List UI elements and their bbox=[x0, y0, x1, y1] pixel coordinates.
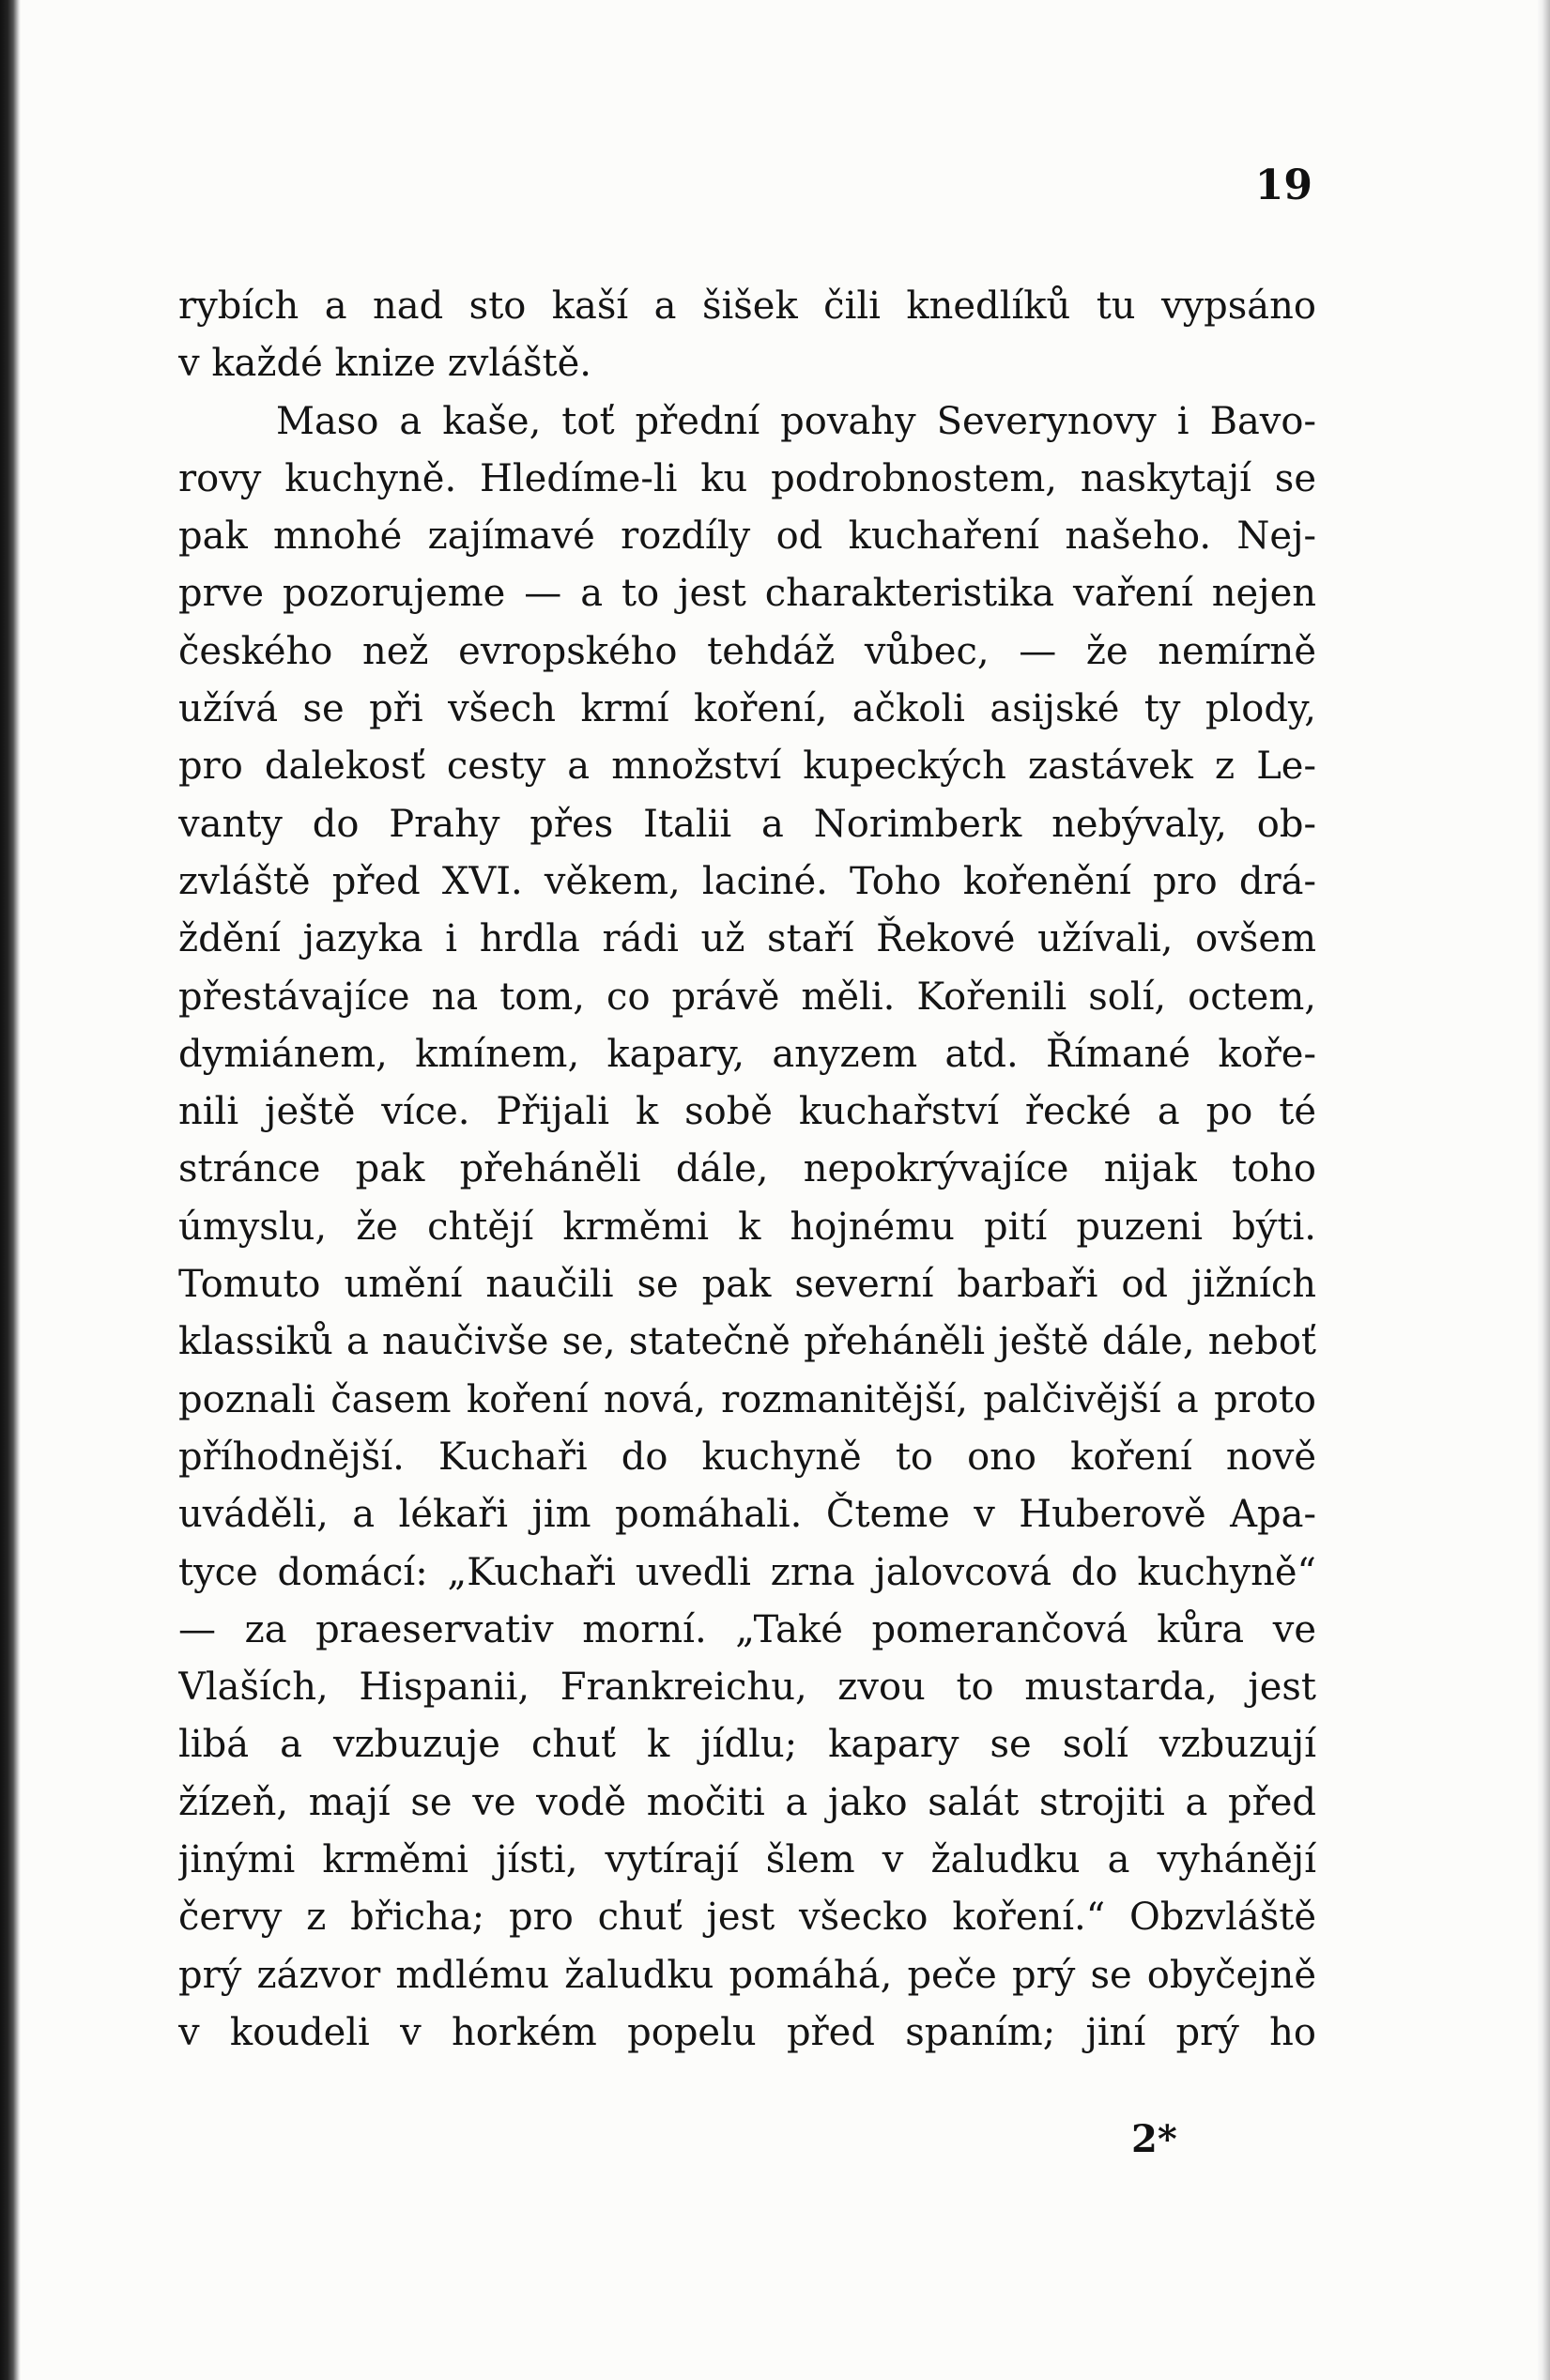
text-line: — za praeservativ morní. „Také pomerančová kůra ve bbox=[178, 1607, 1316, 1651]
text-line: Tomuto umění naučili se pak severní barbaři od jižních bbox=[178, 1263, 1316, 1307]
text-line: v každé knize zvláště. bbox=[178, 342, 592, 386]
binding-edge bbox=[0, 0, 21, 2380]
text-line: uváděli, a lékaři jim pomáhali. Čteme v Huberově Apa- bbox=[178, 1493, 1316, 1537]
text-line: červy z břicha; pro chuť jest všecko koření.“ Obzvláště bbox=[178, 1896, 1316, 1940]
text-line: klassiků a naučivše se, statečně přeháněli ještě dále, neboť bbox=[178, 1320, 1316, 1364]
text-line: v koudeli v horkém popelu před spaním; jiní prý ho bbox=[178, 2010, 1316, 2054]
page-edge bbox=[1537, 0, 1550, 2380]
text-line: tyce domácí: „Kuchaři uvedli zrna jalovcová do kuchyně“ bbox=[178, 1550, 1316, 1594]
text-line: vanty do Prahy přes Italii a Norimberk nebývaly, ob- bbox=[178, 802, 1316, 846]
text-line: rybích a nad sto kaší a šišek čili knedlíků tu vypsáno bbox=[178, 284, 1316, 328]
text-line: jinými krměmi jísti, vytírají šlem v žaludku a vyhánějí bbox=[178, 1838, 1316, 1882]
text-line: příhodnější. Kuchaři do kuchyně to ono koření nově bbox=[178, 1435, 1316, 1479]
text-line: užívá se při všech krmí koření, ačkoli asijské ty plody, bbox=[178, 687, 1316, 731]
text-line: Maso a kaše, toť přední povahy Severynovy i Bavo- bbox=[276, 399, 1316, 443]
page-number: 19 bbox=[1254, 161, 1312, 209]
text-line: ždění jazyka i hrdla rádi už staří Řekové užívali, ovšem bbox=[178, 917, 1316, 961]
body-text bbox=[178, 278, 1316, 2062]
text-line: stránce pak přeháněli dále, nepokrývajíce nijak toho bbox=[178, 1147, 1316, 1191]
text-line: nili ještě více. Přijali k sobě kuchařství řecké a po té bbox=[178, 1090, 1316, 1134]
text-line: pak mnohé zajímavé rozdíly od kuchaření našeho. Nej- bbox=[178, 514, 1316, 559]
text-line: libá a vzbuzuje chuť k jídlu; kapary se solí vzbuzují bbox=[178, 1723, 1316, 1767]
text-line: českého než evropského tehdáž vůbec, — že nemírně bbox=[178, 629, 1316, 673]
signature-mark: 2* bbox=[1131, 2117, 1177, 2161]
text-line: prý zázvor mdlému žaludku pomáhá, peče prý se obyčejně bbox=[178, 1953, 1316, 1997]
text-line: dymiánem, kmínem, kapary, anyzem atd. Římané koře- bbox=[178, 1032, 1316, 1076]
text-line: přestávajíce na tom, co právě měli. Kořenili solí, octem, bbox=[178, 975, 1316, 1019]
text-line: pro dalekosť cesty a množství kupeckých zastávek z Le- bbox=[178, 745, 1316, 789]
text-line: rovy kuchyně. Hledíme-li ku podrobnostem, naskytají se bbox=[178, 456, 1316, 500]
text-line: poznali časem koření nová, rozmanitější, palčivější a proto bbox=[178, 1377, 1316, 1421]
text-line: prve pozorujeme — a to jest charakteristika vaření nejen bbox=[178, 572, 1316, 616]
text-line: žízeň, mají se ve vodě močiti a jako salát strojiti a před bbox=[178, 1780, 1316, 1824]
text-line: Vlaších, Hispanii, Frankreichu, zvou to mustarda, jest bbox=[178, 1666, 1316, 1710]
text-line: úmyslu, že chtějí krměmi k hojnému pití puzeni býti. bbox=[178, 1205, 1316, 1249]
text-line: zvláště před XVI. věkem, laciné. Toho kořenění pro drá- bbox=[178, 859, 1316, 903]
